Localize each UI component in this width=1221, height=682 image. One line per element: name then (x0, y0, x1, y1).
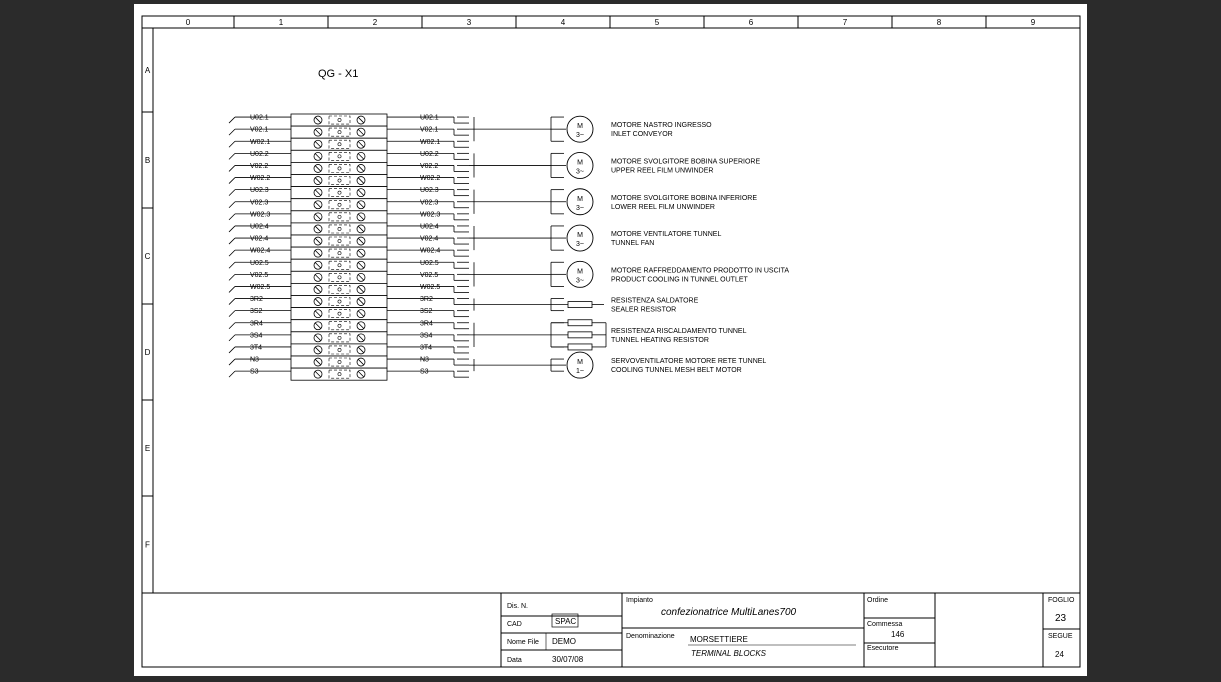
motor-symbol-bottom: 3~ (576, 241, 584, 249)
load-description-en: COOLING TUNNEL MESH BELT MOTOR (611, 367, 742, 375)
title-block (501, 593, 1080, 667)
terminal-label-right: 3S4 (420, 332, 433, 340)
terminal-label-right: W02.2 (420, 175, 441, 183)
terminal-row (229, 308, 469, 320)
terminal-label-right: U02.1 (420, 114, 439, 122)
motor-symbol-bottom: 3~ (576, 168, 584, 176)
motor-symbol-bottom: 3~ (576, 204, 584, 212)
column-label: 0 (185, 18, 191, 27)
terminal-row (229, 283, 469, 295)
resistor-icon (568, 320, 592, 326)
terminal-row (229, 247, 469, 259)
load-motor1 (469, 352, 766, 378)
terminal-label-right: 3T4 (420, 344, 433, 352)
terminal-label-right: U02.5 (420, 259, 439, 267)
load-description-en: PRODUCT COOLING IN TUNNEL OUTLET (611, 276, 748, 284)
terminal-label-right: W02.1 (420, 138, 441, 146)
load-description-it: MOTORE SVOLGITORE BOBINA SUPERIORE (611, 158, 761, 166)
terminal-label-left: 3S2 (250, 308, 263, 316)
load-description-en: TUNNEL HEATING RESISTOR (611, 336, 709, 344)
denominazione-label: Denominazione (626, 633, 675, 640)
load-description-it: MOTORE NASTRO INGRESSO (611, 122, 712, 130)
terminal-label-right: S3 (420, 368, 429, 376)
terminal-label-right: 3R2 (420, 296, 433, 304)
terminal-row (229, 223, 469, 235)
column-label: 2 (372, 18, 378, 27)
electrical-schematic (134, 4, 1087, 676)
load-description-it: MOTORE SVOLGITORE BOBINA INFERIORE (611, 194, 757, 202)
resistor-icon (568, 332, 592, 338)
data-label: Data (507, 657, 522, 664)
column-label: 6 (748, 18, 754, 27)
terminal-label-left: U02.4 (250, 223, 269, 231)
esecutore-label: Esecutore (867, 645, 899, 652)
load-description-en: INLET CONVEYOR (611, 131, 673, 139)
terminal-label-right: 3S2 (420, 308, 433, 316)
terminal-row (229, 199, 469, 211)
terminal-row (229, 126, 469, 138)
terminal-label-left: U02.3 (250, 187, 269, 195)
column-label: 7 (842, 18, 848, 27)
terminal-label-left: V02.5 (250, 271, 269, 279)
load-motor3 (469, 152, 760, 178)
terminal-row (229, 175, 469, 187)
impianto-label: Impianto (626, 597, 653, 604)
terminal-label-left: W02.3 (250, 211, 271, 219)
motor-symbol-bottom: 3~ (576, 132, 584, 140)
dis-n-label: Dis. N. (507, 603, 528, 610)
row-label: E (144, 444, 151, 453)
load-description-it: SERVOVENTILATORE MOTORE RETE TUNNEL (611, 358, 767, 366)
load-description-it: MOTORE RAFFREDDAMENTO PRODOTTO IN USCITA (611, 267, 789, 275)
terminal-label-right: W02.4 (420, 247, 441, 255)
load-resistor1 (469, 298, 699, 314)
drawing-sheet (134, 4, 1087, 676)
terminal-label-right: V02.3 (420, 199, 439, 207)
terminal-label-left: U02.5 (250, 259, 269, 267)
terminal-label-left: U02.2 (250, 150, 269, 158)
load-description-en: SEALER RESISTOR (611, 306, 677, 314)
terminal-row (229, 150, 469, 162)
foglio-label: FOGLIO (1048, 597, 1075, 604)
load-motor3 (469, 261, 789, 287)
motor-symbol-bottom: 1~ (576, 368, 584, 376)
terminal-label-left: V02.4 (250, 235, 269, 243)
terminal-label-left: W02.1 (250, 138, 271, 146)
terminal-label-left: V02.2 (250, 162, 269, 170)
terminal-label-right: V02.2 (420, 162, 439, 170)
load-motor3 (469, 189, 757, 215)
segue-value: 24 (1055, 650, 1064, 659)
terminal-label-left: V02.3 (250, 199, 269, 207)
resistor-icon (568, 344, 592, 350)
drawing-title: QG - X1 (318, 68, 359, 80)
terminal-row (229, 356, 469, 368)
terminal-label-left: W02.4 (250, 247, 271, 255)
resistor-icon (568, 302, 592, 308)
segue-label: SEGUE (1048, 633, 1073, 640)
terminal-row (229, 138, 469, 150)
load-description-en: UPPER REEL FILM UNWINDER (611, 167, 714, 175)
terminal-label-right: U02.4 (420, 223, 439, 231)
terminal-row (229, 235, 469, 247)
denominazione-value-en: TERMINAL BLOCKS (691, 649, 766, 658)
terminal-row (229, 344, 469, 356)
row-label: C (144, 252, 151, 261)
terminal-label-left: 3T4 (250, 344, 263, 352)
terminal-row (229, 332, 469, 344)
motor-symbol-top: M (577, 195, 583, 203)
column-label: 5 (654, 18, 660, 27)
column-label: 9 (1030, 18, 1036, 27)
terminal-row (229, 211, 469, 223)
terminal-row (229, 162, 469, 174)
row-label: F (145, 540, 150, 550)
cad-label: CAD (507, 621, 522, 628)
column-label: 1 (278, 18, 284, 27)
terminal-row (229, 320, 469, 332)
column-label: 4 (560, 18, 566, 27)
terminal-row (229, 259, 469, 271)
load-description-en: LOWER REEL FILM UNWINDER (611, 203, 715, 211)
load-description-it: MOTORE VENTILATORE TUNNEL (611, 231, 722, 239)
terminal-label-left: W02.5 (250, 283, 271, 291)
load-resistor3 (469, 320, 747, 350)
motor-symbol-top: M (577, 232, 583, 240)
terminal-label-right: U02.2 (420, 150, 439, 158)
motor-symbol-top: M (577, 159, 583, 167)
load-motor3 (469, 116, 712, 142)
load-description-it: RESISTENZA SALDATORE (611, 297, 699, 305)
terminal-label-left: N3 (250, 356, 259, 364)
terminal-label-left: W02.2 (250, 175, 271, 183)
terminal-label-right: W02.5 (420, 283, 441, 291)
column-label: 3 (466, 18, 472, 27)
row-label: A (144, 66, 151, 75)
commessa-label: Commessa (867, 621, 903, 628)
impianto-value: confezionatrice MultiLanes700 (661, 607, 797, 618)
cad-value: SPAC (555, 617, 577, 626)
terminal-label-right: N3 (420, 356, 429, 364)
row-label: B (144, 156, 151, 165)
terminal-label-right: V02.4 (420, 235, 439, 243)
load-description-it: RESISTENZA RISCALDAMENTO TUNNEL (611, 327, 747, 335)
terminal-label-left: 3S4 (250, 332, 263, 340)
terminal-label-right: V02.5 (420, 271, 439, 279)
terminal-label-right: 3R4 (420, 320, 433, 328)
terminal-label-left: S3 (250, 368, 259, 376)
motor-symbol-top: M (577, 123, 583, 131)
row-label: D (144, 348, 151, 357)
motor-symbol-bottom: 3~ (576, 277, 584, 285)
terminal-label-left: U02.1 (250, 114, 269, 122)
ordine-label: Ordine (867, 597, 889, 604)
terminal-label-right: W02.3 (420, 211, 441, 219)
terminal-row (229, 114, 469, 126)
nome-file-label: Nome File (507, 639, 539, 646)
terminal-label-right: U02.3 (420, 187, 439, 195)
motor-symbol-top: M (577, 268, 583, 276)
nome-file-value: DEMO (552, 637, 576, 646)
motor-symbol-top: M (577, 359, 583, 367)
terminal-label-right: V02.1 (420, 126, 439, 134)
terminal-row (229, 296, 469, 308)
terminal-label-left: 3R2 (250, 296, 263, 304)
terminal-row (229, 271, 469, 283)
terminal-label-left: V02.1 (250, 126, 269, 134)
terminal-row (229, 368, 469, 380)
foglio-value: 23 (1055, 613, 1067, 624)
commessa-value: 146 (891, 630, 905, 639)
terminal-row (229, 187, 469, 199)
denominazione-value: MORSETTIERE (690, 635, 748, 644)
load-description-en: TUNNEL FAN (611, 240, 655, 248)
data-value: 30/07/08 (552, 655, 584, 664)
load-motor3 (469, 225, 721, 251)
column-label: 8 (936, 18, 942, 27)
terminal-label-left: 3R4 (250, 320, 263, 328)
